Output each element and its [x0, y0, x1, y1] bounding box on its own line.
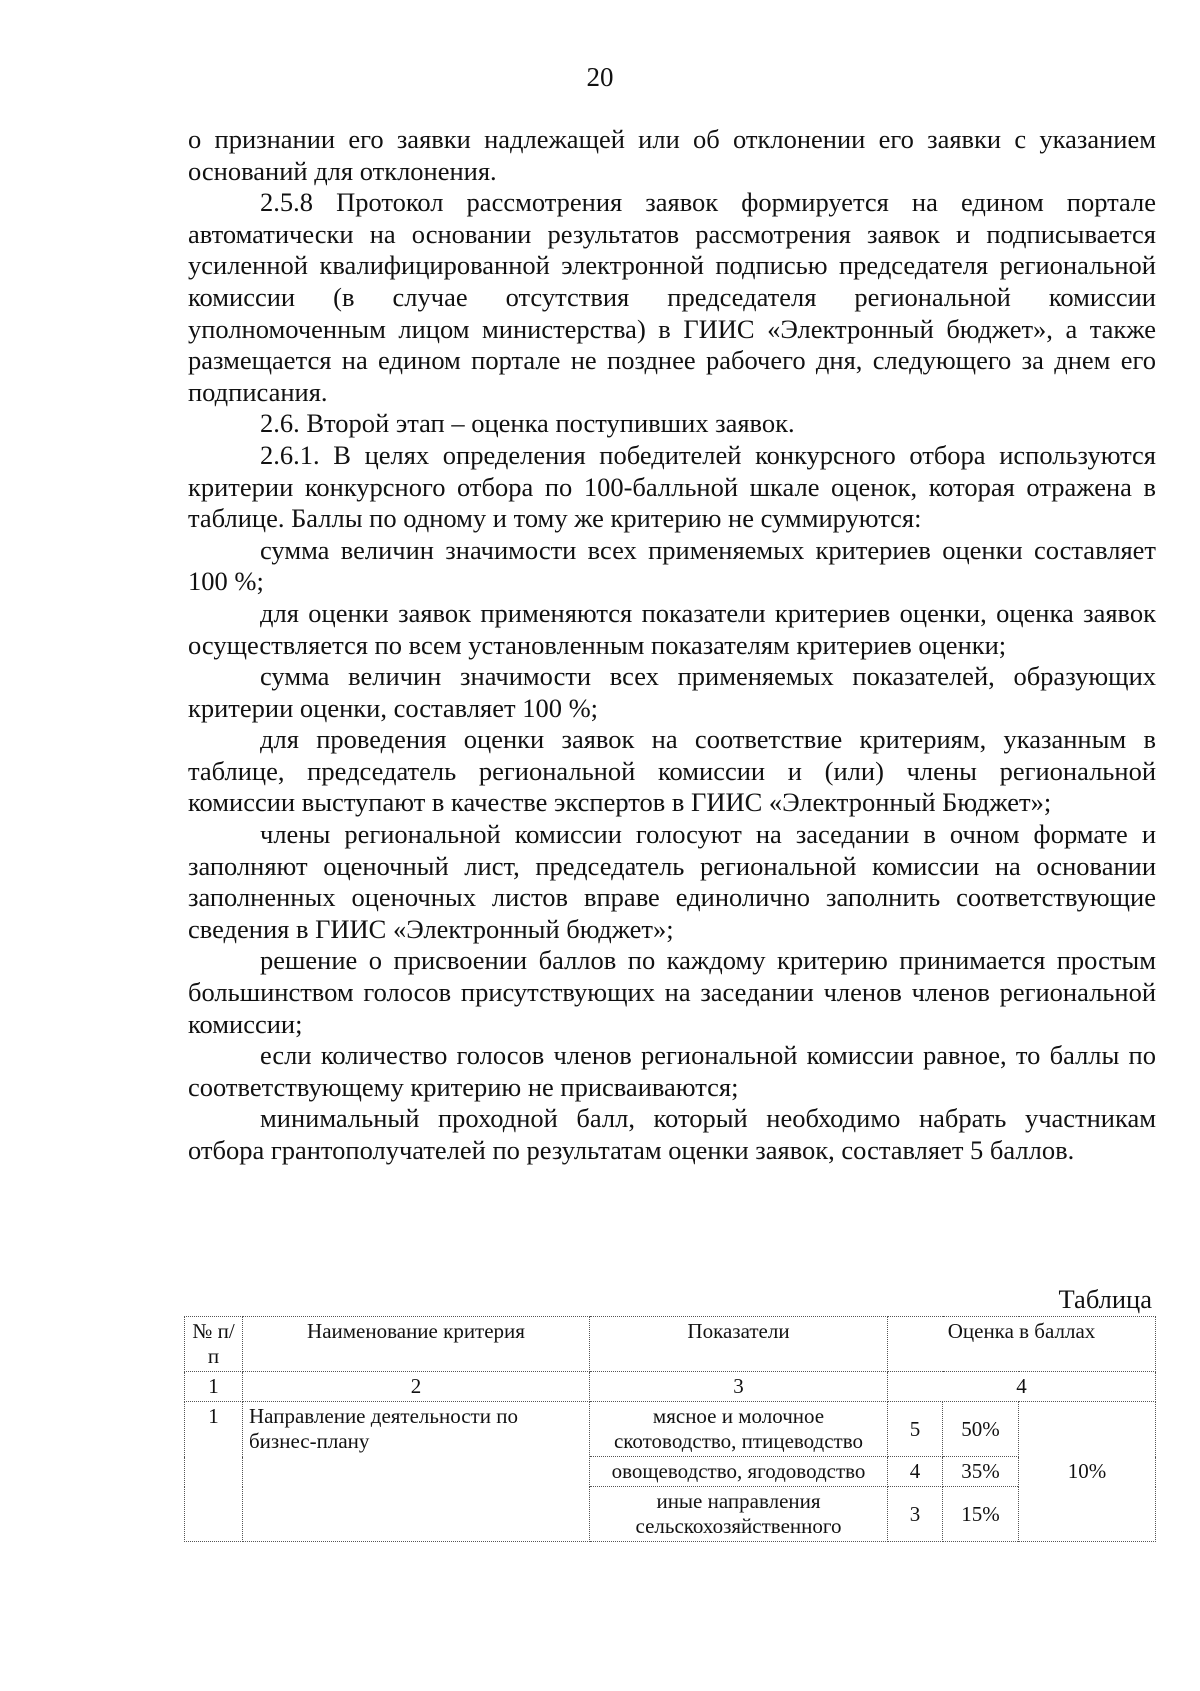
paragraph: 2.6.1. В целях определения победителей конкурсного отбора используются критерии конкурсного отбора по 100-балльной шкале оценок, которая отражена в таблице. Баллы по одному и тому же критерию не суммируются:	[188, 439, 1156, 534]
table-row	[185, 1402, 1156, 1457]
table-header-row	[185, 1317, 1156, 1372]
indicator-percent: 35%	[943, 1457, 1019, 1487]
row-num: 1	[185, 1402, 243, 1542]
criteria-table	[184, 1316, 1156, 1542]
paragraph: 2.5.8 Протокол рассмотрения заявок формируется на едином портале автоматически на основании результатов рассмотрения заявок и подписывается усиленной квалифицированной электронной подписью председателя региональной комиссии (в случае отсутствия председателя региональной комиссии уполномоченным лицом министерства) в ГИИС «Электронный бюджет», а также размещается на едином портале не позднее рабочего дня, следующего за днем его подписания.	[188, 187, 1156, 407]
column-number: 3	[590, 1372, 888, 1402]
row-criterion: Направление деятельности по бизнес-плану	[243, 1402, 590, 1542]
indicator-points: 5	[888, 1402, 943, 1457]
paragraph: для проведения оценки заявок на соответствие критериям, указанным в таблице, председатель региональной комиссии и (или) члены региональной комиссии выступают в качестве экспертов в ГИИС «Электронный Бюджет»;	[188, 724, 1156, 818]
indicator-percent: 50%	[943, 1402, 1019, 1457]
criterion-weight: 10%	[1019, 1402, 1156, 1542]
header-indicators: Показатели	[590, 1317, 888, 1372]
page-number: 20	[586, 62, 614, 92]
indicator-name: овощеводство, ягодоводство	[590, 1457, 888, 1487]
column-number-row	[185, 1372, 1156, 1402]
column-number: 1	[185, 1372, 243, 1402]
paragraph: сумма величин значимости всех применяемых критериев оценки составляет 100 %;	[188, 534, 1156, 597]
indicator-points: 3	[888, 1487, 943, 1542]
indicator-points: 4	[888, 1457, 943, 1487]
paragraph: минимальный проходной балл, который необходимо набрать участникам отбора грантополучателей по результатам оценки заявок, составляет 5 баллов.	[188, 1103, 1156, 1165]
paragraph: 2.6. Второй этап – оценка поступивших заявок.	[260, 408, 795, 439]
table-caption: Таблица	[1058, 1284, 1152, 1314]
indicator-name: иные направления сельскохозяйственного	[590, 1487, 888, 1542]
paragraph: сумма величин значимости всех применяемых показателей, образующих критерии оценки, составляет 100 %;	[188, 661, 1156, 723]
header-criterion: Наименование критерия	[243, 1317, 590, 1372]
paragraph: для оценки заявок применяются показатели критериев оценки, оценка заявок осуществляется по всем установленным показателям критериев оценки;	[188, 597, 1156, 660]
indicator-name: мясное и молочное скотоводство, птицеводство	[590, 1402, 888, 1457]
paragraph: о признании его заявки надлежащей или об отклонении его заявки с указанием оснований для отклонения.	[188, 124, 1156, 186]
paragraph: решение о присвоении баллов по каждому критерию принимается простым большинством голосов присутствующих на заседании членов членов региональной комиссии;	[188, 945, 1156, 1039]
header-num: № п/п	[185, 1317, 243, 1372]
paragraph: члены региональной комиссии голосуют на заседании в очном формате и заполняют оценочный лист, председатель региональной комиссии на основании заполненных оценочных листов вправе единолично заполнить соответствующие сведения в ГИИС «Электронный бюджет»;	[188, 819, 1156, 944]
paragraph: если количество голосов членов региональной комиссии равное, то баллы по соответствующему критерию не присваиваются;	[188, 1040, 1156, 1102]
header-score: Оценка в баллах	[888, 1317, 1156, 1372]
document-body	[188, 124, 1156, 1167]
column-number: 2	[243, 1372, 590, 1402]
indicator-percent: 15%	[943, 1487, 1019, 1542]
column-number: 4	[888, 1372, 1156, 1402]
